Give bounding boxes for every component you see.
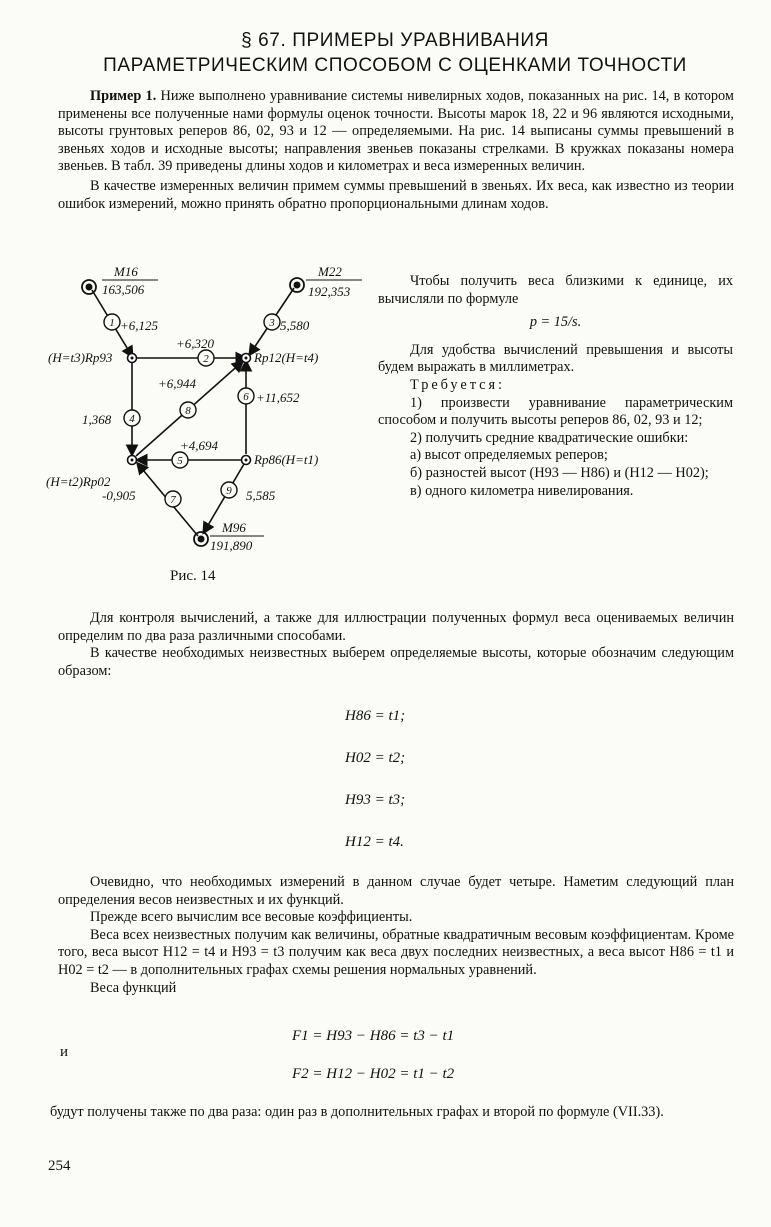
unknown-eq-1: H86 = t1;: [345, 708, 406, 724]
required-item-2c: в) одного километра нивелирования.: [410, 482, 634, 499]
link-1-number: 1: [109, 317, 115, 329]
mm-text: Для удобства вычислений превышения и высоты будем выражать в миллиметрах.: [378, 341, 733, 376]
mark-22-name: М22: [318, 264, 342, 279]
link-3-number: 3: [269, 317, 275, 329]
section-title-line2: ПАРАМЕТРИЧЕСКИМ СПОСОБОМ С ОЦЕНКАМИ ТОЧНОСТИ: [103, 55, 687, 76]
mark-18-height: 163,506: [102, 282, 145, 297]
and-label: и: [60, 1044, 69, 1060]
unknown-eq-4: H12 = t4.: [345, 834, 404, 850]
required-item-2a: а) высот определяемых реперов;: [410, 447, 608, 464]
measured-paragraph: В качестве измеренных величин примем суммы превышений в звеньях. Их веса, как известно из теории ошибок измерений, можно принять обратно пропорциональными длинам ходов.: [58, 177, 734, 212]
plan-block: [58, 874, 734, 997]
required-label: Требуется:: [410, 376, 506, 393]
weights-text: Чтобы получить веса близкими к единице, их вычисляли по формуле: [378, 273, 733, 307]
figure-14: [40, 258, 380, 588]
mark-18-name: М16: [114, 264, 138, 279]
section-title: [60, 28, 730, 78]
unknown-eq-2: H02 = t2;: [345, 750, 406, 766]
link-7-value: -0,905: [102, 488, 136, 503]
weights-formula: p = 15/s.: [529, 314, 582, 331]
node-rp02-label: (H=t2)Rp02: [46, 474, 111, 489]
unknown-eq-3: H93 = t3;: [345, 792, 406, 808]
link-6-value: +11,652: [256, 390, 300, 405]
example-paragraph: [58, 88, 734, 176]
func-label: Веса функций: [90, 979, 177, 996]
unknowns-text: В качестве необходимых неизвестных выберем определяемые высоты, которые обозначим следующим образом:: [58, 645, 734, 679]
required-item-2b: б) разностей высот (H93 — H86) и (H12 — H02);: [410, 464, 709, 481]
example-text: Ниже выполнено уравнивание системы нивелирных ходов, показанных на рис. 14, в котором применены все полученные нами формулы оценок точности. Высоты марок 18, 22 и 96 являются исходными, высоты грунтовых реперов 86, 02, 93 и 12 — определяемыми. На рис. 14 выписаны суммы превышений в звеньях ходов и исходные высоты; направления звеньев показаны стрелками. В кружках показаны номера звеньев. В табл. 39 приведены длины ходов и километрах и веса измеренных величин.: [58, 88, 734, 175]
link-2-number: 2: [203, 353, 209, 365]
final-block: [50, 1104, 734, 1122]
mark-96-name: М96: [222, 520, 246, 535]
required-item-2: 2) получить средние квадратические ошибки:: [410, 429, 689, 446]
link-9-value: 5,585: [246, 488, 276, 503]
obviously-text: Очевидно, что необходимых измерений в данном случае будет четыре. Наметим следующий план определения весов неизвестных и их функций.: [58, 874, 734, 908]
link-6-number: 6: [243, 391, 249, 403]
node-rp86-label: Rp86(H=t1): [254, 452, 319, 467]
required-item-1: 1) произвести уравнивание параметрическим способом и получить высоты реперов 86, 02, 93 и 12;: [378, 394, 733, 429]
example-lead: Пример 1.: [90, 88, 157, 104]
func-eq-2: F2 = H12 − H02 = t1 − t2: [292, 1066, 455, 1082]
network-diagram: [40, 258, 380, 588]
node-rp12-label: Rp12(H=t4): [254, 350, 319, 365]
link-8-number: 8: [185, 405, 191, 417]
control-block: [58, 610, 734, 680]
first-text: Прежде всего вычислим все весовые коэффициенты.: [90, 909, 413, 926]
link-4-number: 4: [129, 413, 135, 425]
link-1-value: +6,125: [120, 318, 159, 333]
link-3-value: 5,580: [280, 318, 310, 333]
node-rp93-label: (H=t3)Rp93: [48, 350, 113, 365]
mark-96-height: 191,890: [210, 538, 253, 553]
link-5-value: +4,694: [180, 438, 219, 453]
control-text: Для контроля вычислений, а также для иллюстрации полученных формул веса оцениваемых величин определим по два раза различными способами.: [58, 610, 734, 644]
figure-caption: Рис. 14: [170, 568, 216, 584]
link-9-number: 9: [226, 485, 232, 497]
intro-block: [58, 88, 734, 213]
page-number: 254: [48, 1158, 71, 1174]
link-7-number: 7: [170, 494, 176, 506]
weights-all-text: Веса всех неизвестных получим как величины, обратные квадратичным весовым коэффициентам. Кроме того, веса высот H12 = t4 и H93 = t3 получим как веса двух последних неизвестных, а веса высот H86 = t1 и H02 = t2 — в дополнительных графах схемы решения нормальных уравнений.: [58, 926, 734, 978]
link-5-number: 5: [177, 455, 183, 467]
mark-22-height: 192,353: [308, 284, 351, 299]
link-4-value: 1,368: [82, 412, 112, 427]
link-8-value: +6,944: [158, 376, 197, 391]
link-2-value: +6,320: [176, 336, 215, 351]
section-title-line1: § 67. ПРИМЕРЫ УРАВНИВАНИЯ: [241, 30, 549, 51]
func-eq-1: F1 = H93 − H86 = t3 − t1: [292, 1028, 455, 1044]
final-text: будут получены также по два раза: один раз в дополнительных графах и второй по формуле (VII.33).: [50, 1104, 664, 1120]
right-column: [378, 253, 733, 500]
